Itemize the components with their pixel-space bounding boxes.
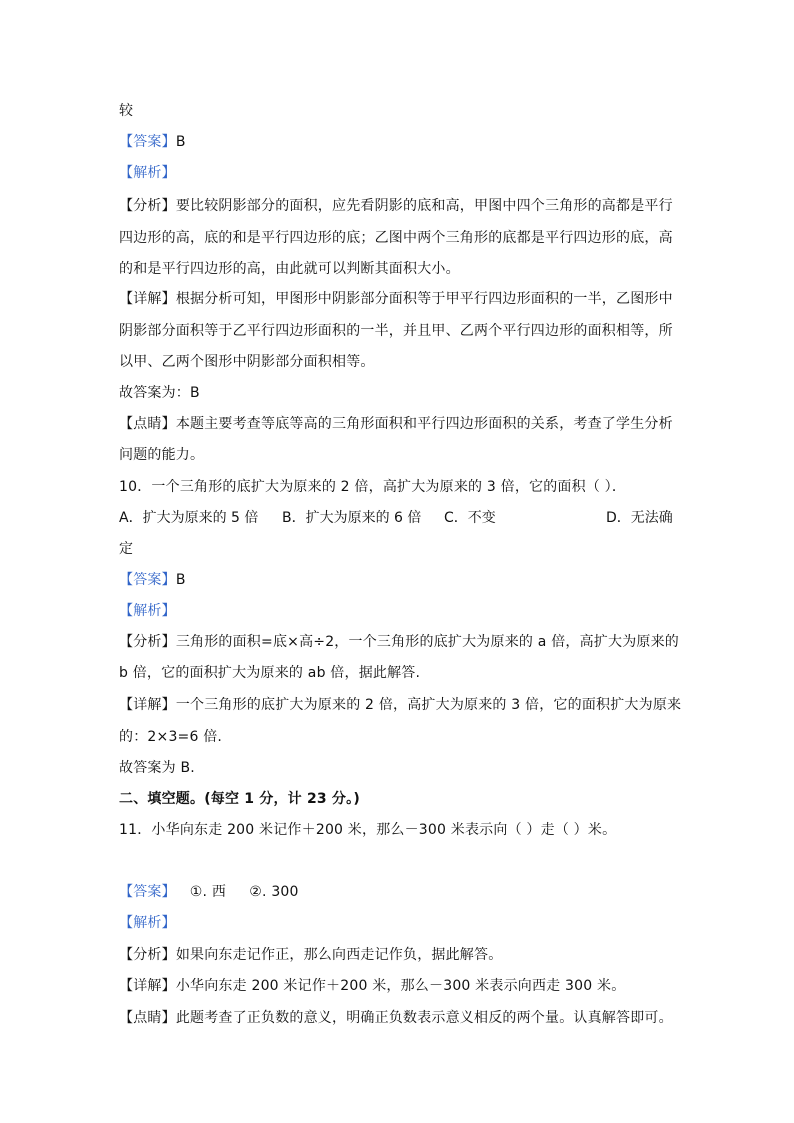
answer-tag: 【答案】 [119,134,176,150]
q9-answer-value: B [175,134,186,150]
q11-dianjing-line [119,1008,673,1028]
q10-xiangjie-line-1 [119,695,681,715]
q9-fenxi-text-1: 要比较阴影部分的面积，应先看阴影的底和高，甲图中四个三角形的高都是平行 [175,198,673,214]
q10-fenxi-line-2: b 倍，它的面积扩大为原来的 ab 倍，据此解答. [119,665,421,681]
q10-xiangjie-line-2: 的：2×3=6 倍. [119,729,223,745]
fenxi-tag: 【分析】 [119,947,176,963]
xiangjie-tag: 【详解】 [119,978,176,994]
xiangjie-tag: 【详解】 [119,291,176,307]
answer-tag: 【答案】 [119,884,176,900]
q11-analysis-heading [119,913,176,933]
q11-dianjing-text: 此题考查了正负数的意义，明确正负数表示意义相反的两个量。认真解答即可。 [175,1010,673,1026]
analysis-tag: 【解析】 [119,165,176,181]
q9-dianjing-line-1 [119,414,673,434]
q10-conclusion: 故答案为 B. [119,760,195,776]
q10-analysis-heading [119,601,176,621]
q10-answer-value: B [175,572,186,588]
analysis-tag: 【解析】 [119,915,176,931]
q10-answer-line [119,570,186,590]
q9-dianjing-line-2: 问题的能力。 [119,447,205,463]
q9-conclusion: 故答案为：B [119,385,200,401]
q10-option-d: D．无法确 [606,510,673,526]
q10-option-a: A．扩大为原来的 5 倍 [119,510,259,526]
q10-xiangjie-text-1: 一个三角形的底扩大为原来的 2 倍，高扩大为原来的 3 倍，它的面积扩大为原来 [175,697,682,713]
q9-analysis-heading [119,163,176,183]
q9-fenxi-line-3: 的和是平行四边形的高，由此就可以判断其面积大小。 [119,261,460,277]
q11-fenxi-line [119,945,502,965]
q10-option-d-continuation: 定 [119,541,134,557]
analysis-tag: 【解析】 [119,603,176,619]
q10-fenxi-text-1: 三角形的面积=底×高÷2，一个三角形的底扩大为原来的 a 倍，高扩大为原来的 [175,634,679,650]
dianjing-tag: 【点睛】 [119,1010,176,1026]
q9-xiangjie-line-1 [119,289,673,309]
q9-fenxi-line-2: 四边形的高，底的和是平行四边形的底；乙图中两个三角形的底都是平行四边形的底，高 [119,230,673,246]
q9-xiangjie-text-1: 根据分析可知，甲图形中阴影部分面积等于甲平行四边形面积的一半，乙图形中 [175,291,673,307]
xiangjie-tag: 【详解】 [119,697,176,713]
q10-stem: 10．一个三角形的底扩大为原来的 2 倍，高扩大为原来的 3 倍，它的面积（ ）． [119,479,627,495]
q11-xiangjie-text: 小华向东走 200 米记作＋200 米，那么－300 米表示向西走 300 米。 [175,978,626,994]
fenxi-tag: 【分析】 [119,634,176,650]
q9-xiangjie-line-2: 阴影部分面积等于乙平行四边形面积的一半，并且甲、乙两个平行四边形的面积相等，所 [119,323,673,339]
dianjing-tag: 【点睛】 [119,416,176,432]
q9-answer-line [119,132,186,152]
q9-fenxi-line-1 [119,196,673,216]
q11-answer-value: ①. 西 ②. 300 [175,884,299,900]
q10-option-c: C．不变 [444,510,496,526]
q11-fenxi-text: 如果向东走记作正，那么向西走记作负，据此解答。 [175,947,503,963]
q10-option-b: B．扩大为原来的 6 倍 [282,510,422,526]
q11-xiangjie-line [119,976,625,996]
answer-tag: 【答案】 [119,572,176,588]
q10-fenxi-line-1 [119,632,679,652]
q9-xiangjie-line-3: 以甲、乙两个图形中阴影部分面积相等。 [119,354,375,370]
q11-answer-line [119,882,299,902]
q9-dianjing-text-1: 本题主要考查等底等高的三角形面积和平行四边形面积的关系，考查了学生分析 [175,416,673,432]
fenxi-tag: 【分析】 [119,198,176,214]
section-2-title: 二、填空题。(每空 1 分，计 23 分。) [119,791,360,807]
q9-continuation: 较 [119,103,134,119]
q11-stem: 11．小华向东走 200 米记作＋200 米，那么－300 米表示向（ ）走（ ）米。 [119,822,617,838]
